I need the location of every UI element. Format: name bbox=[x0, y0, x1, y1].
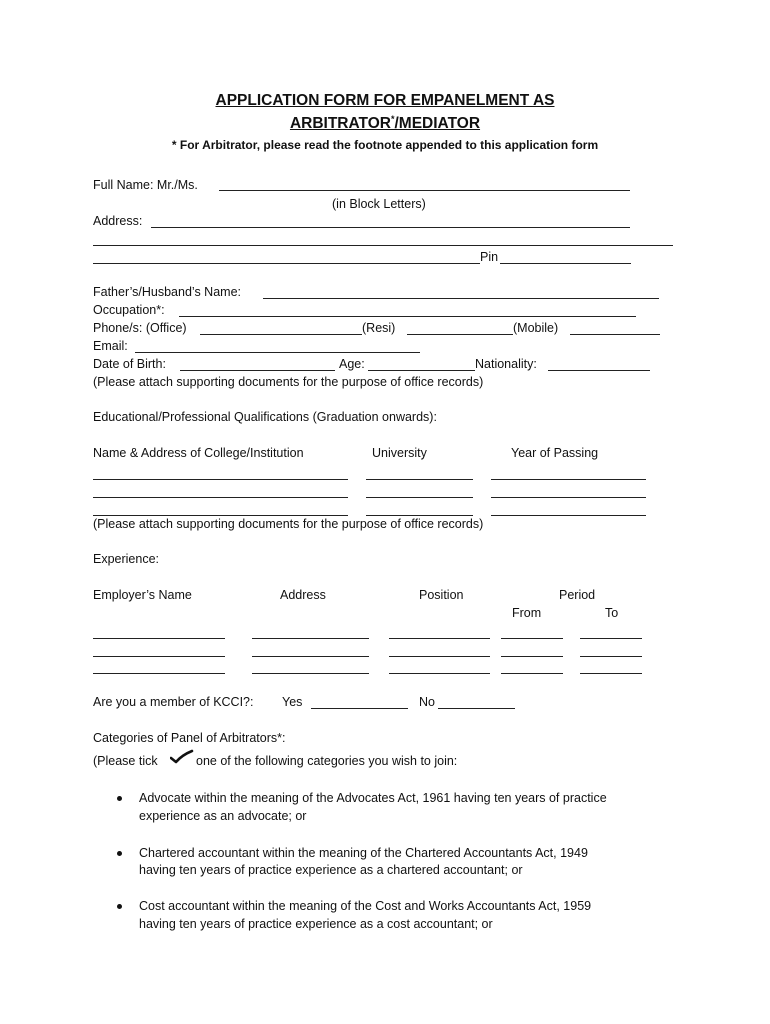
experience-from-field-1[interactable] bbox=[501, 638, 563, 639]
occupation-field[interactable] bbox=[179, 316, 636, 317]
address-field-line2[interactable] bbox=[93, 245, 673, 246]
phone-resi-field[interactable] bbox=[407, 334, 513, 335]
category-advocate-line2: experience as an advocate; or bbox=[139, 809, 307, 823]
experience-position-field-2[interactable] bbox=[389, 656, 490, 657]
experience-address-field-2[interactable] bbox=[252, 656, 369, 657]
phone-office-field[interactable] bbox=[200, 334, 362, 335]
categories-instruction-b: one of the following categories you wish to join: bbox=[196, 754, 458, 768]
block-letters-hint: (in Block Letters) bbox=[332, 197, 426, 211]
email-field[interactable] bbox=[135, 352, 420, 353]
age-field[interactable] bbox=[368, 370, 475, 371]
experience-address-field-1[interactable] bbox=[252, 638, 369, 639]
experience-from-field-3[interactable] bbox=[501, 673, 563, 674]
age-label: Age: bbox=[339, 357, 365, 371]
phone-mobile-label: (Mobile) bbox=[513, 321, 559, 335]
category-chartered-line2: having ten years of practice experience as a chartered accountant; or bbox=[139, 863, 523, 877]
experience-col-from: From bbox=[512, 606, 542, 620]
bullet-icon bbox=[117, 851, 122, 856]
kcci-yes-label: Yes bbox=[282, 695, 303, 709]
experience-heading: Experience: bbox=[93, 552, 160, 566]
category-chartered-line1: Chartered accountant within the meaning of the Chartered Accountants Act, 1949 bbox=[139, 846, 588, 860]
experience-employer-field-1[interactable] bbox=[93, 638, 225, 639]
phone-mobile-field[interactable] bbox=[570, 334, 660, 335]
full-name-label: Full Name: Mr./Ms. bbox=[93, 178, 198, 192]
kcci-no-label: No bbox=[419, 695, 435, 709]
education-university-field-2[interactable] bbox=[366, 497, 473, 498]
nationality-field[interactable] bbox=[548, 370, 650, 371]
education-col-year: Year of Passing bbox=[511, 446, 599, 460]
full-name-field[interactable] bbox=[219, 190, 630, 191]
tick-icon bbox=[170, 749, 194, 765]
nationality-label: Nationality: bbox=[475, 357, 537, 371]
experience-employer-field-3[interactable] bbox=[93, 673, 225, 674]
pin-field[interactable] bbox=[500, 263, 631, 264]
education-year-field-3[interactable] bbox=[491, 515, 646, 516]
categories-heading: Categories of Panel of Arbitrators*: bbox=[93, 731, 286, 745]
experience-col-address: Address bbox=[280, 588, 326, 602]
experience-col-period: Period bbox=[559, 588, 596, 602]
title-asterisk: * bbox=[390, 114, 395, 124]
experience-col-position: Position bbox=[419, 588, 464, 602]
form-title-line1: APPLICATION FORM FOR EMPANELMENT AS bbox=[215, 92, 555, 109]
education-university-field-1[interactable] bbox=[366, 479, 473, 480]
education-col-university: University bbox=[372, 446, 427, 460]
category-cost-line1: Cost accountant within the meaning of the Cost and Works Accountants Act, 1959 bbox=[139, 899, 592, 913]
bullet-icon bbox=[117, 796, 122, 801]
father-name-label: Father’s/Husband’s Name: bbox=[93, 285, 241, 299]
education-col-college: Name & Address of College/Institution bbox=[93, 446, 304, 460]
occupation-label: Occupation*: bbox=[93, 303, 165, 317]
experience-col-to: To bbox=[605, 606, 619, 620]
phone-office-label: Phone/s: (Office) bbox=[93, 321, 187, 335]
experience-to-field-2[interactable] bbox=[580, 656, 642, 657]
experience-position-field-1[interactable] bbox=[389, 638, 490, 639]
arbitrator-footnote-note: * For Arbitrator, please read the footnote appended to this application form bbox=[171, 138, 599, 152]
attach-docs-note-2: (Please attach supporting documents for the purpose of office records) bbox=[93, 517, 484, 531]
experience-address-field-3[interactable] bbox=[252, 673, 369, 674]
education-university-field-3[interactable] bbox=[366, 515, 473, 516]
address-field-line1[interactable] bbox=[151, 227, 630, 228]
experience-position-field-3[interactable] bbox=[389, 673, 490, 674]
experience-from-field-2[interactable] bbox=[501, 656, 563, 657]
experience-to-field-1[interactable] bbox=[580, 638, 642, 639]
experience-col-employer: Employer’s Name bbox=[93, 588, 192, 602]
address-field-line3[interactable] bbox=[93, 263, 480, 264]
category-cost-line2: having ten years of practice experience as a cost accountant; or bbox=[139, 917, 493, 931]
kcci-yes-field[interactable] bbox=[311, 708, 408, 709]
title-mediator: /MEDIATOR bbox=[394, 115, 481, 133]
education-year-field-2[interactable] bbox=[491, 497, 646, 498]
education-college-field-3[interactable] bbox=[93, 515, 348, 516]
title-arbitrator: ARBITRATOR bbox=[289, 115, 391, 133]
categories-instruction-a: (Please tick bbox=[93, 754, 158, 768]
education-heading: Educational/Professional Qualifications (Graduation onwards): bbox=[93, 410, 437, 424]
dob-field[interactable] bbox=[180, 370, 335, 371]
address-label: Address: bbox=[93, 214, 143, 228]
attach-docs-note-1: (Please attach supporting documents for the purpose of office records) bbox=[93, 375, 484, 389]
dob-label: Date of Birth: bbox=[93, 357, 166, 371]
kcci-question: Are you a member of KCCI?: bbox=[93, 695, 254, 709]
kcci-no-field[interactable] bbox=[438, 708, 515, 709]
experience-employer-field-2[interactable] bbox=[93, 656, 225, 657]
education-college-field-2[interactable] bbox=[93, 497, 348, 498]
phone-resi-label: (Resi) bbox=[362, 321, 396, 335]
education-year-field-1[interactable] bbox=[491, 479, 646, 480]
education-college-field-1[interactable] bbox=[93, 479, 348, 480]
bullet-icon bbox=[117, 904, 122, 909]
category-advocate-line1: Advocate within the meaning of the Advocates Act, 1961 having ten years of practice bbox=[139, 791, 607, 805]
experience-to-field-3[interactable] bbox=[580, 673, 642, 674]
father-name-field[interactable] bbox=[263, 298, 659, 299]
pin-label: Pin bbox=[480, 250, 499, 264]
email-label: Email: bbox=[93, 339, 128, 353]
form-title-line2 bbox=[0, 114, 770, 133]
